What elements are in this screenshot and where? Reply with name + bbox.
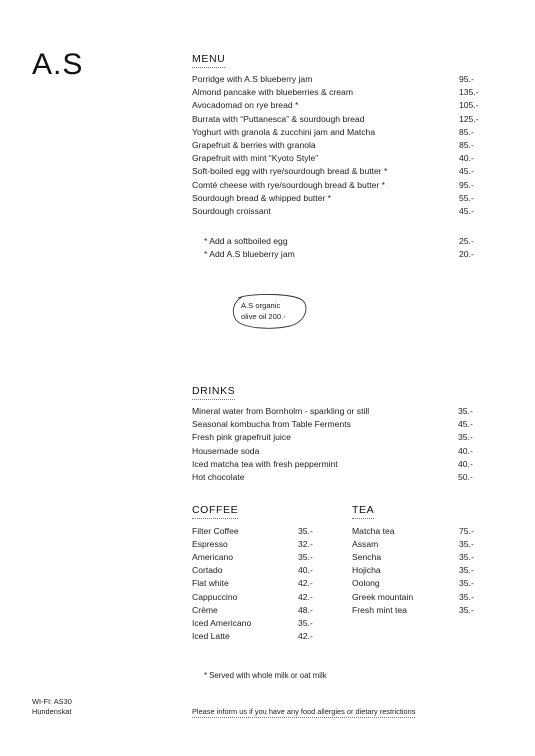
drink-item-name: Fresh pink grapefruit juice bbox=[192, 432, 291, 443]
menu-item-price: 95.- bbox=[459, 74, 474, 84]
wifi-network: WI-FI: AS30 bbox=[32, 697, 72, 706]
coffee-item-price: 35.- bbox=[298, 617, 313, 628]
coffee-item-name: Crème bbox=[192, 604, 218, 615]
drink-item-price: 50.- bbox=[458, 472, 473, 482]
menu-item-price: 40.- bbox=[459, 153, 474, 164]
menu-item-price: 55.- bbox=[459, 192, 474, 203]
addon-item-price: 25.- bbox=[459, 236, 474, 246]
coffee-item-price: 42.- bbox=[298, 591, 313, 602]
menu-item-price: 105.- bbox=[459, 100, 479, 111]
drink-item-name: Housemade soda bbox=[192, 445, 260, 456]
menu-item-name: Porridge with A.S blueberry jam bbox=[192, 74, 313, 84]
coffee-item-price: 40.- bbox=[298, 565, 313, 576]
tea-item-price: 35.- bbox=[459, 552, 474, 563]
menu-item-name: Burrata with “Puttanesca” & sourdough bread bbox=[192, 113, 365, 124]
coffee-item-name: Cortado bbox=[192, 565, 223, 576]
tea-item-price: 35.- bbox=[459, 604, 474, 615]
menu-item-price: 85.- bbox=[459, 126, 474, 137]
menu-item-name: Sourdough bread & whipped butter * bbox=[192, 192, 332, 203]
menu-item-name: Avocadomad on rye bread * bbox=[192, 100, 299, 111]
drink-item-price: 45.- bbox=[458, 419, 473, 430]
menu-item-price: 95.- bbox=[459, 179, 474, 190]
coffee-item-name: Espresso bbox=[192, 539, 228, 550]
coffee-item-price: 32.- bbox=[298, 539, 313, 550]
olive-oil-callout bbox=[230, 292, 308, 328]
coffee-item-name: Cappuccino bbox=[192, 591, 238, 602]
menu-heading: MENU bbox=[192, 53, 225, 68]
menu-item-name: Sourdough croissant bbox=[192, 206, 271, 216]
tea-item-name: Hojicha bbox=[352, 565, 381, 576]
wifi-info bbox=[32, 697, 72, 717]
coffee-item-name: Iced Americano bbox=[192, 617, 252, 628]
tea-item-name: Sencha bbox=[352, 552, 382, 563]
coffee-item-name: Americano bbox=[192, 552, 234, 563]
milk-note: * Served with whole milk or oat milk bbox=[204, 671, 327, 680]
drink-item-name: Iced matcha tea with fresh peppermint bbox=[192, 458, 338, 469]
addon-item-name: * Add a softboiled egg bbox=[204, 236, 288, 246]
coffee-item-price: 42.- bbox=[298, 578, 313, 589]
olive-oil-line1: A.S organic bbox=[241, 301, 281, 310]
tea-heading: TEA bbox=[352, 504, 374, 519]
drinks-heading: DRINKS bbox=[192, 385, 235, 400]
tea-item-name: Oolong bbox=[352, 578, 380, 589]
coffee-item-name: Flat white bbox=[192, 578, 229, 589]
menu-item-name: Comté cheese with rye/sourdough bread & butter * bbox=[192, 179, 385, 190]
drink-item-price: 40.- bbox=[458, 458, 473, 469]
tea-item-price: 75.- bbox=[459, 526, 474, 536]
coffee-heading: COFFEE bbox=[192, 504, 238, 519]
drink-item-price: 35.- bbox=[458, 406, 473, 416]
coffee-item-name: Filter Coffee bbox=[192, 526, 239, 536]
coffee-item-price: 48.- bbox=[298, 604, 313, 615]
coffee-item-name: Iced Latte bbox=[192, 630, 230, 641]
menu-item-price: 125.- bbox=[459, 113, 479, 124]
coffee-item-price: 35.- bbox=[298, 526, 313, 536]
menu-item-price: 45.- bbox=[459, 206, 474, 216]
brand-logo: A.S bbox=[32, 48, 84, 81]
menu-item-name: Almond pancake with blueberries & cream bbox=[192, 87, 353, 98]
drink-item-price: 35.- bbox=[458, 432, 473, 443]
addon-item-name: * Add A.S blueberry jam bbox=[204, 249, 295, 260]
drink-item-name: Hot chocolate bbox=[192, 472, 245, 482]
olive-oil-line2: olive oil 200.- bbox=[241, 312, 286, 321]
coffee-item-price: 35.- bbox=[298, 552, 313, 563]
allergy-note: Please inform us if you have any food allergies or dietary restrictions bbox=[192, 707, 416, 716]
menu-item-name: Grapefruit & berries with granola bbox=[192, 140, 316, 150]
addon-item-price: 20.- bbox=[459, 249, 474, 260]
drink-item-price: 40.- bbox=[458, 445, 473, 456]
menu-item-price: 85.- bbox=[459, 140, 474, 150]
tea-item-name: Matcha tea bbox=[352, 526, 395, 536]
wifi-password: Hundenskat bbox=[32, 707, 72, 716]
coffee-item-price: 42.- bbox=[298, 630, 313, 641]
tea-item-price: 35.- bbox=[459, 565, 474, 576]
tea-item-price: 35.- bbox=[459, 578, 474, 589]
menu-item-name: Soft-boiled egg with rye/sourdough bread & butter * bbox=[192, 166, 388, 177]
tea-item-price: 35.- bbox=[459, 539, 474, 550]
tea-item-name: Fresh mint tea bbox=[352, 604, 407, 615]
menu-item-name: Yoghurt with granola & zucchini jam and Matcha bbox=[192, 126, 376, 137]
menu-item-price: 135.- bbox=[459, 87, 479, 98]
drink-item-name: Mineral water from Bornholm - sparkling or still bbox=[192, 406, 370, 416]
menu-item-name: Grapefruit with mint “Kyoto Style” bbox=[192, 153, 319, 164]
tea-item-price: 35.- bbox=[459, 591, 474, 602]
tea-item-name: Assam bbox=[352, 539, 379, 550]
menu-item-price: 45.- bbox=[459, 166, 474, 177]
drink-item-name: Seasonal kombucha from Table Ferments bbox=[192, 419, 351, 430]
tea-item-name: Greek mountain bbox=[352, 591, 414, 602]
